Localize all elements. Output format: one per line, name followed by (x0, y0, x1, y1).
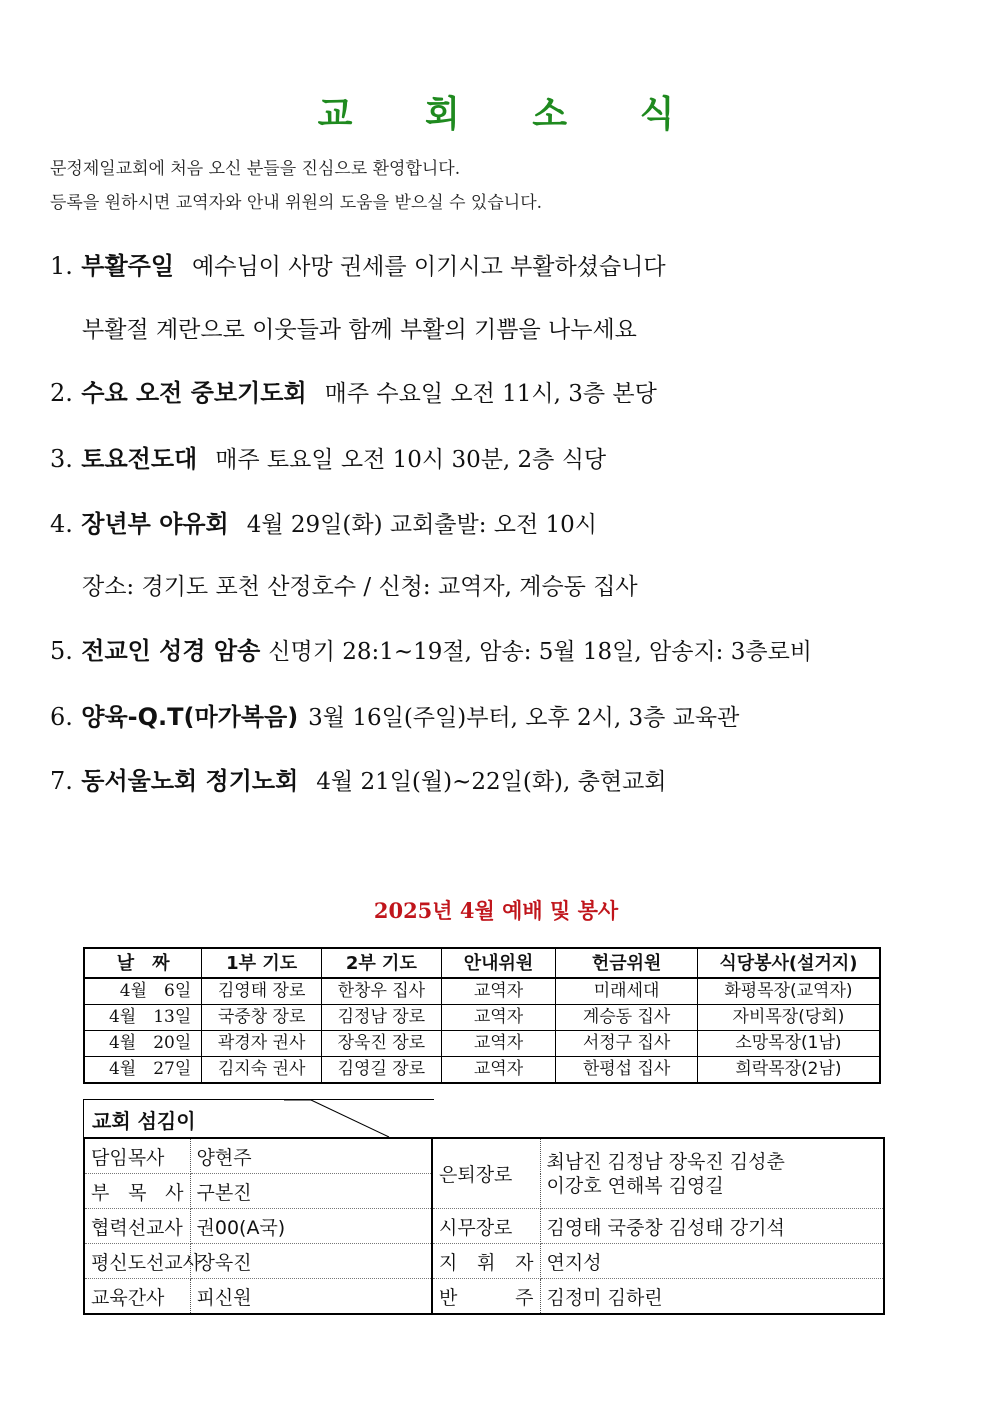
table-row (84, 1031, 880, 1057)
col-header-kitchen: 식당봉사(설거지) (697, 948, 880, 978)
schedule-title: 2025년 4월 예배 및 봉사 (373, 898, 619, 923)
cell: 김영태 장로 (202, 978, 322, 1005)
staff-value: 권00(A국) (190, 1209, 432, 1244)
tab-slant-line (284, 1099, 434, 1139)
news-item-2: 2. 수요 오전 중보기도회 매주 수요일 오전 11시, 3층 본당 (50, 379, 657, 407)
news-item-4-detail: 장소: 경기도 포천 산정호수 / 신청: 교역자, 계승동 집사 (82, 574, 638, 600)
staff-label: 협력선교사 (84, 1209, 190, 1244)
staff-label: 평신도선교사 (84, 1244, 190, 1279)
staff-title: 교회 섬김이 (92, 1109, 196, 1133)
schedule-header-row (84, 948, 880, 978)
cell-date: 4월 13일 (84, 1005, 202, 1031)
news-item-1: 1. 부활주일 예수님이 사망 권세를 이기시고 부활하셨습니다 (50, 252, 666, 280)
cell: 미래세대 (556, 978, 698, 1005)
staff-label: 은퇴장로 (432, 1138, 540, 1209)
cell: 교역자 (441, 1057, 556, 1084)
staff-label: 담임목사 (84, 1138, 190, 1174)
staff-label: 교육간사 (84, 1279, 190, 1315)
cell-date: 4월 6일 (84, 978, 202, 1005)
staff-value: 김정미 김하린 (546, 1286, 663, 1309)
intro-line-1: 문정제일교회에 처음 오신 분들을 진심으로 환영합니다. (50, 159, 461, 179)
table-row (84, 1138, 884, 1174)
cell: 서정구 집사 (556, 1031, 698, 1057)
table-row (84, 1279, 884, 1315)
table-row (84, 1005, 880, 1031)
staff-value: 연지성 (540, 1244, 884, 1279)
news-item-7: 7. 동서울노회 정기노회 4월 21일(월)~22일(화), 충현교회 (50, 767, 667, 795)
table-row (84, 1057, 880, 1084)
intro-line-2: 등록을 원하시면 교역자와 안내 위원의 도움을 받으실 수 있습니다. (50, 193, 543, 213)
page-title: 교 회 소 식 (317, 94, 705, 135)
col-header-date: 날 짜 (84, 948, 202, 978)
col-header-offering: 헌금위원 (556, 948, 698, 978)
cell: 희락목장(2남) (697, 1057, 880, 1084)
news-item-3: 3. 토요전도대 매주 토요일 오전 10시 30분, 2층 식당 (50, 445, 607, 473)
staff-value: 김영태 국중창 김성태 강기석 (540, 1209, 884, 1244)
news-item-6: 6. 양육-Q.T(마가복음) 3월 16일(주일)부터, 오후 2시, 3층 교육관 (50, 703, 740, 731)
table-row (84, 1244, 884, 1279)
staff-label: 시무장로 (432, 1209, 540, 1244)
cell: 김지숙 권사 (202, 1057, 322, 1084)
cell: 곽경자 권사 (202, 1031, 322, 1057)
cell: 계승동 집사 (556, 1005, 698, 1031)
staff-box (83, 1099, 883, 1307)
cell: 한창우 집사 (322, 978, 442, 1005)
staff-value: 최남진 김정남 장욱진 김성춘 이강호 연해복 김영길 (540, 1138, 884, 1209)
col-header-prayer-1: 1부 기도 (202, 948, 322, 978)
news-item-1-detail: 부활절 계란으로 이웃들과 함께 부활의 기쁨을 나누세요 (82, 317, 637, 343)
staff-value: 구본진 (190, 1174, 432, 1209)
cell: 김정남 장로 (322, 1005, 442, 1031)
news-item-5: 5. 전교인 성경 암송 신명기 28:1~19절, 암송: 5월 18일, 암송지: 3층로비 (50, 637, 813, 665)
cell: 화평목장(교역자) (697, 978, 880, 1005)
table-row (84, 978, 880, 1005)
staff-label: 부 목 사 (84, 1174, 190, 1209)
cell-date: 4월 27일 (84, 1057, 202, 1084)
cell: 교역자 (441, 1005, 556, 1031)
cell: 장욱진 장로 (322, 1031, 442, 1057)
cell-date: 4월 20일 (84, 1031, 202, 1057)
table-row (84, 1209, 884, 1244)
staff-label: 지 휘 자 (432, 1244, 540, 1279)
staff-value: 양현주 (190, 1138, 432, 1174)
staff-value: 피신원 (196, 1286, 252, 1309)
cell: 국중창 장로 (202, 1005, 322, 1031)
cell: 소망목장(1남) (697, 1031, 880, 1057)
cell: 자비목장(당회) (697, 1005, 880, 1031)
staff-value: 장욱진 (190, 1244, 432, 1279)
news-item-4: 4. 장년부 야유회 4월 29일(화) 교회출발: 오전 10시 (50, 510, 598, 538)
staff-tab (83, 1099, 434, 1138)
staff-table (83, 1137, 885, 1315)
schedule-table (83, 947, 881, 1084)
cell: 김영길 장로 (322, 1057, 442, 1084)
col-header-usher: 안내위원 (441, 948, 556, 978)
cell: 한평섭 집사 (556, 1057, 698, 1084)
cell: 교역자 (441, 1031, 556, 1057)
staff-label: 반 주 (432, 1279, 540, 1315)
cell: 교역자 (441, 978, 556, 1005)
col-header-prayer-2: 2부 기도 (322, 948, 442, 978)
